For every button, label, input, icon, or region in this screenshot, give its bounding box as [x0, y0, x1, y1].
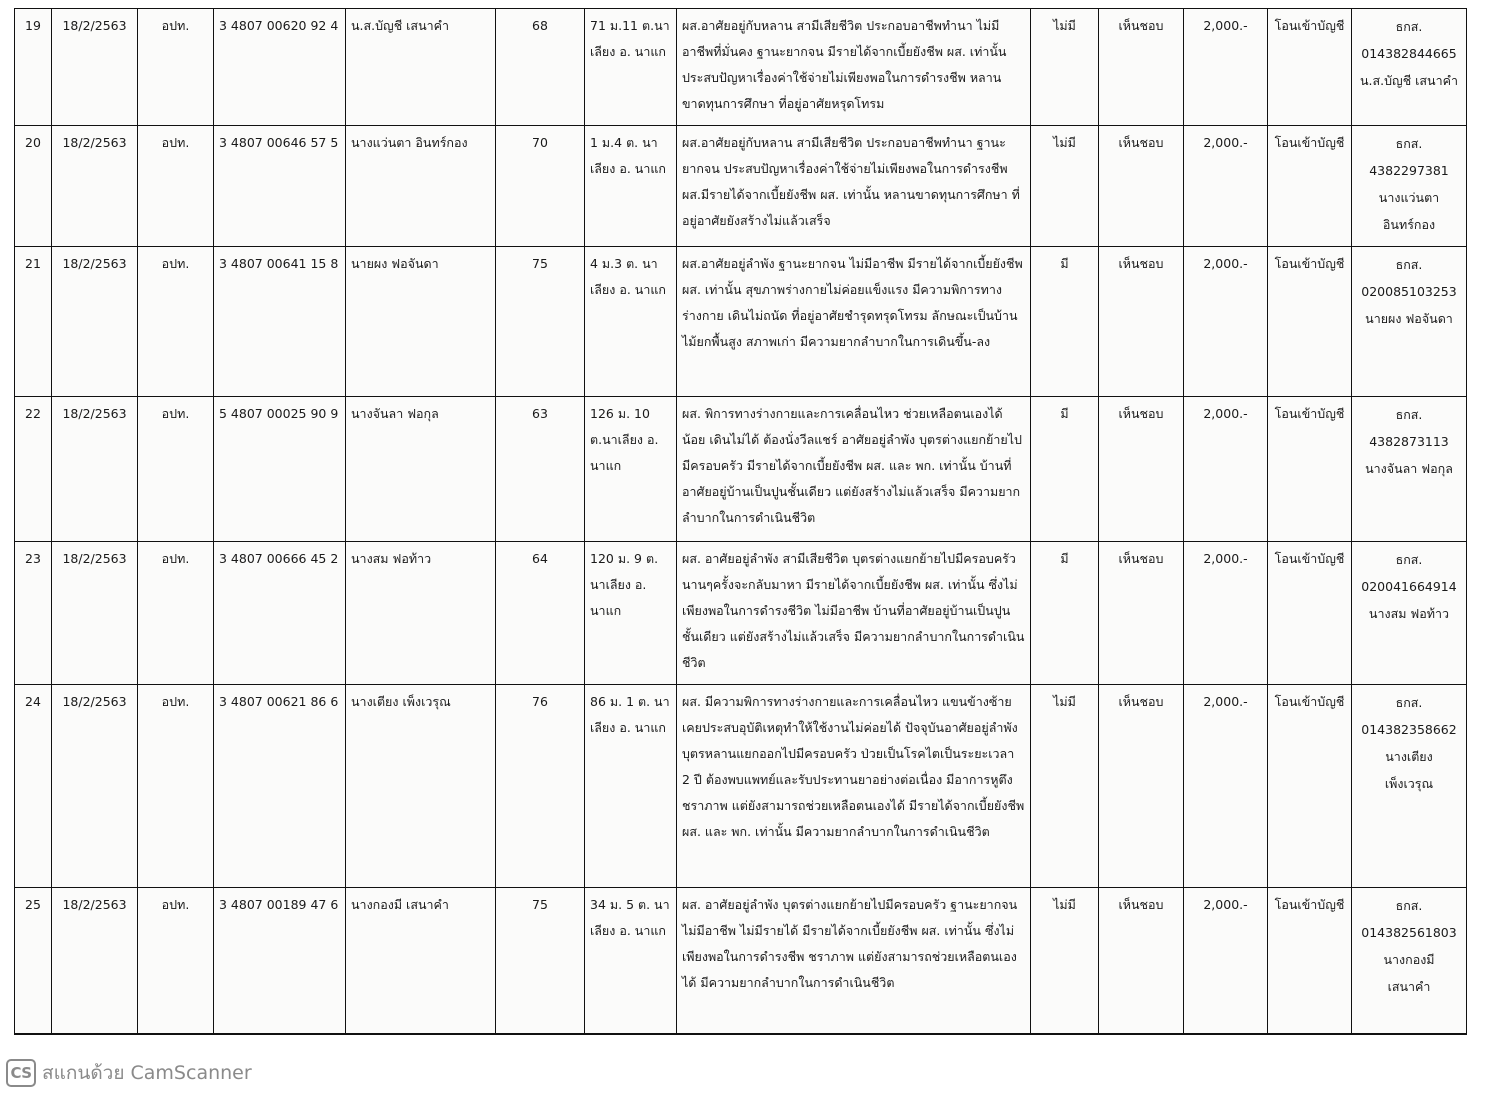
amount: 2,000.- [1184, 126, 1268, 247]
account-holder: นายผง ฟอจันดา [1365, 311, 1453, 326]
account-number: 014382844665 [1361, 46, 1457, 61]
account-holder: นางจันลา ฟอกุล [1365, 461, 1453, 476]
case-detail: ผส. มีความพิการทางร่างกายและการเคลื่อนไหว แขนข้างซ้ายเคยประสบอุบัติเหตุทำให้ใช้งานไม่ค่อยได้ ปัจจุบันอาศัยอยู่ลำพัง บุตรหลานแยกออกไปมีครอบครัว ป่วยเป็นโรคไตเป็นระยะเวลา 2 ปี ต้องพบแพทย์และรับประทานยาอย่างต่อเนื่อง มีอาการหูตึง ชราภาพ แต่ยังสามารถช่วยเหลือตนเองได้ มีรายได้จากเบี้ยยังชีพ ผส. และ พก. เท่านั้น มีความยากลำบากในการดำเนินชีวิต [677, 685, 1031, 888]
bank-name: ธกส. [1395, 407, 1423, 422]
amount: 2,000.- [1184, 542, 1268, 685]
row-number: 20 [15, 126, 52, 247]
account-number: 4382873113 [1369, 434, 1449, 449]
payment-method: โอนเข้าบัญชี [1268, 685, 1352, 888]
person-name: นางแว่นตา อินทร์กอง [346, 126, 496, 247]
request-date: 18/2/2563 [52, 247, 138, 397]
agency: อปท. [138, 685, 214, 888]
account-number: 4382297381 [1369, 163, 1449, 178]
payment-method: โอนเข้าบัญชี [1268, 247, 1352, 397]
payment-method: โอนเข้าบัญชี [1268, 888, 1352, 1034]
account-holder: นางเตียง [1385, 749, 1433, 764]
committee-opinion: เห็นชอบ [1099, 542, 1184, 685]
bank-name: ธกส. [1395, 19, 1423, 34]
address: 71 ม.11 ต.นาเลียง อ. นาแก [585, 9, 677, 126]
age: 75 [496, 888, 585, 1034]
request-date: 18/2/2563 [52, 9, 138, 126]
committee-opinion: เห็นชอบ [1099, 685, 1184, 888]
person-name: นางกองมี เสนาคำ [346, 888, 496, 1034]
case-detail: ผส. อาศัยอยู่ลำพัง สามีเสียชีวิต บุตรต่างแยกย้ายไปมีครอบครัว นานๆครั้งจะกลับมาหา มีรายได้จากเบี้ยยังชีพ ผส. เท่านั้น ซึ่งไม่เพียงพอในการดำรงชีวิต ไม่มีอาชีพ บ้านที่อาศัยอยู่บ้านเป็นปูนชั้นเดียว แต่ยังสร้างไม่แล้วเสร็จ มีความยากลำบากในการดำเนินชีวิต [677, 542, 1031, 685]
bank-name: ธกส. [1395, 552, 1423, 567]
bank-name: ธกส. [1395, 136, 1423, 151]
disability-status: ไม่มี [1031, 126, 1099, 247]
agency: อปท. [138, 888, 214, 1034]
disability-status: ไม่มี [1031, 685, 1099, 888]
account-holder: นางสม ฟอท้าว [1368, 606, 1450, 621]
id-number: 3 4807 00646 57 5 [214, 126, 346, 247]
table-row [15, 9, 1467, 126]
person-name: นางจันลา ฟอกุล [346, 397, 496, 542]
disability-status: มี [1031, 542, 1099, 685]
table-row [15, 685, 1467, 888]
amount: 2,000.- [1184, 9, 1268, 126]
address: 1 ม.4 ต. นาเลียง อ. นาแก [585, 126, 677, 247]
account-holder: นางแว่นตา [1378, 190, 1440, 205]
disability-status: มี [1031, 397, 1099, 542]
committee-opinion: เห็นชอบ [1099, 247, 1184, 397]
table-row [15, 126, 1467, 247]
committee-opinion: เห็นชอบ [1099, 126, 1184, 247]
bank-account [1352, 126, 1467, 247]
agency: อปท. [138, 397, 214, 542]
id-number: 3 4807 00641 15 8 [214, 247, 346, 397]
account-holder: นางกองมี [1383, 952, 1435, 967]
disability-status: ไม่มี [1031, 9, 1099, 126]
watermark-label: สแกนด้วย CamScanner [42, 1062, 252, 1084]
payment-method: โอนเข้าบัญชี [1268, 9, 1352, 126]
row-number: 19 [15, 9, 52, 126]
person-name: นายผง ฟอจันดา [346, 247, 496, 397]
case-detail: ผส.อาศัยอยู่กับหลาน สามีเสียชีวิต ประกอบอาชีพทำนา ไม่มีอาชีพที่มั่นคง ฐานะยากจน มีรายได้จากเบี้ยยังชีพ ผส. เท่านั้น ประสบปัญหาเรื่องค่าใช้จ่ายไม่เพียงพอในการดำรงชีพ หลานขาดทุนการศึกษา ที่อยู่อาศัยหรุดโทรม [677, 9, 1031, 126]
scanned-document-page [14, 8, 1466, 1033]
table-row [15, 542, 1467, 685]
request-date: 18/2/2563 [52, 126, 138, 247]
account-holder-surname: อินทร์กอง [1382, 217, 1436, 232]
age: 76 [496, 685, 585, 888]
id-number: 3 4807 00666 45 2 [214, 542, 346, 685]
table-row [15, 888, 1467, 1034]
row-number: 22 [15, 397, 52, 542]
bank-account [1352, 542, 1467, 685]
row-number: 21 [15, 247, 52, 397]
person-name: นางเตียง เพ็งเวรุณ [346, 685, 496, 888]
bank-name: ธกส. [1395, 898, 1423, 913]
camscanner-watermark [6, 1058, 252, 1088]
address: 4 ม.3 ต. นาเลียง อ. นาแก [585, 247, 677, 397]
id-number: 3 4807 00621 86 6 [214, 685, 346, 888]
disability-status: มี [1031, 247, 1099, 397]
bank-account [1352, 685, 1467, 888]
committee-opinion: เห็นชอบ [1099, 9, 1184, 126]
table-row [15, 247, 1467, 397]
age: 75 [496, 247, 585, 397]
payment-method: โอนเข้าบัญชี [1268, 397, 1352, 542]
payment-method: โอนเข้าบัญชี [1268, 542, 1352, 685]
disability-status: ไม่มี [1031, 888, 1099, 1034]
id-number: 3 4807 00189 47 6 [214, 888, 346, 1034]
request-date: 18/2/2563 [52, 397, 138, 542]
amount: 2,000.- [1184, 247, 1268, 397]
account-number: 014382561803 [1361, 925, 1457, 940]
request-date: 18/2/2563 [52, 888, 138, 1034]
address: 34 ม. 5 ต. นาเลียง อ. นาแก [585, 888, 677, 1034]
account-number: 020085103253 [1361, 284, 1457, 299]
account-number: 014382358662 [1361, 722, 1457, 737]
agency: อปท. [138, 126, 214, 247]
id-number: 5 4807 00025 90 9 [214, 397, 346, 542]
payment-method: โอนเข้าบัญชี [1268, 126, 1352, 247]
row-number: 24 [15, 685, 52, 888]
account-number: 020041664914 [1361, 579, 1457, 594]
bank-account [1352, 9, 1467, 126]
account-holder-surname: เสนาคำ [1387, 979, 1431, 994]
case-detail: ผส.อาศัยอยู่ลำพัง ฐานะยากจน ไม่มีอาชีพ มีรายได้จากเบี้ยยังชีพ ผส. เท่านั้น สุขภาพร่างกายไม่ค่อยแข็งแรง มีความพิการทางร่างกาย เดินไม่ถนัด ที่อยู่อาศัยชำรุดทรุดโทรม ลักษณะเป็นบ้านไม้ยกพื้นสูง สภาพเก่า มีความยากลำบากในการเดินขึ้น-ลง [677, 247, 1031, 397]
agency: อปท. [138, 542, 214, 685]
case-detail: ผส.อาศัยอยู่กับหลาน สามีเสียชีวิต ประกอบอาชีพทำนา ฐานะยากจน ประสบปัญหาเรื่องค่าใช้จ่ายไม่เพียงพอในการดำรงชีพ ผส.มีรายได้จากเบี้ยยังชีพ ผส. เท่านั้น หลานขาดทุนการศึกษา ที่อยู่อาศัยยังสร้างไม่แล้วเสร็จ [677, 126, 1031, 247]
account-holder: น.ส.บัญชี เสนาคำ [1359, 73, 1458, 88]
amount: 2,000.- [1184, 397, 1268, 542]
bank-name: ธกส. [1395, 695, 1423, 710]
bank-account [1352, 888, 1467, 1034]
bank-name: ธกส. [1395, 257, 1423, 272]
case-detail: ผส. อาศัยอยู่ลำพัง บุตรต่างแยกย้ายไปมีครอบครัว ฐานะยากจน ไม่มีอาชีพ ไม่มีรายได้ มีรายได้จากเบี้ยยังชีพ ผส. เท่านั้น ซึ่งไม่เพียงพอในการดำรงชีพ ชราภาพ แต่ยังสามารถช่วยเหลือตนเองได้ มีความยากลำบากในการดำเนินชีวิต [677, 888, 1031, 1034]
amount: 2,000.- [1184, 888, 1268, 1034]
request-date: 18/2/2563 [52, 685, 138, 888]
assistance-records-table [14, 8, 1467, 1035]
camscanner-logo-icon: CS [6, 1059, 36, 1087]
row-number: 23 [15, 542, 52, 685]
id-number: 3 4807 00620 92 4 [214, 9, 346, 126]
case-detail: ผส. พิการทางร่างกายและการเคลื่อนไหว ช่วยเหลือตนเองได้น้อย เดินไม่ได้ ต้องนั่งวีลแชร์ อาศัยอยู่ลำพัง บุตรต่างแยกย้ายไปมีครอบครัว มีรายได้จากเบี้ยยังชีพ ผส. และ พก. เท่านั้น บ้านที่อาศัยอยู่บ้านเป็นปูนชั้นเดียว แต่ยังสร้างไม่แล้วเสร็จ มีความยากลำบากในการดำเนินชีวิต [677, 397, 1031, 542]
age: 63 [496, 397, 585, 542]
committee-opinion: เห็นชอบ [1099, 397, 1184, 542]
row-number: 25 [15, 888, 52, 1034]
committee-opinion: เห็นชอบ [1099, 888, 1184, 1034]
age: 70 [496, 126, 585, 247]
request-date: 18/2/2563 [52, 542, 138, 685]
address: 126 ม. 10 ต.นาเลียง อ. นาแก [585, 397, 677, 542]
person-name: นางสม ฟอท้าว [346, 542, 496, 685]
table-row [15, 397, 1467, 542]
bank-account [1352, 247, 1467, 397]
person-name: น.ส.บัญชี เสนาคำ [346, 9, 496, 126]
age: 68 [496, 9, 585, 126]
age: 64 [496, 542, 585, 685]
amount: 2,000.- [1184, 685, 1268, 888]
address: 86 ม. 1 ต. นาเลียง อ. นาแก [585, 685, 677, 888]
agency: อปท. [138, 247, 214, 397]
address: 120 ม. 9 ต. นาเลียง อ. นาแก [585, 542, 677, 685]
bank-account [1352, 397, 1467, 542]
account-holder-surname: เพ็งเวรุณ [1384, 776, 1434, 791]
agency: อปท. [138, 9, 214, 126]
